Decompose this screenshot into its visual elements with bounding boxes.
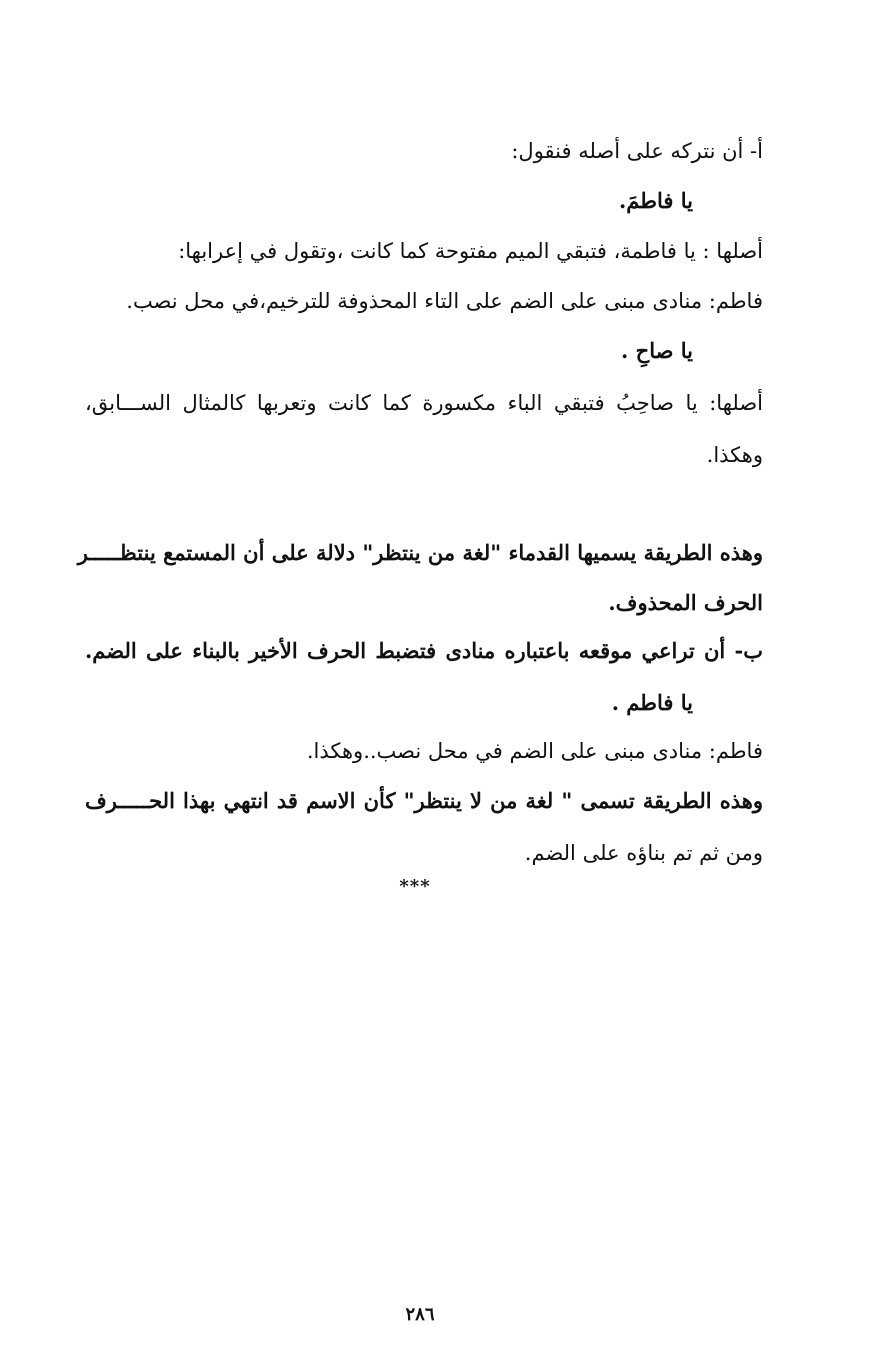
paragraph-a-intro: أ- أن نتركه على أصله فنقول: bbox=[511, 139, 763, 163]
wahakatha-line: وهكذا. bbox=[706, 443, 763, 467]
example-ya-fatim: يا فاطم . bbox=[611, 690, 693, 715]
origin-fatima-line: أصلها : يا فاطمة، فتبقي الميم مفتوحة كما كانت ،وتقول في إعرابها: bbox=[178, 239, 763, 263]
section-separator: *** bbox=[399, 876, 431, 897]
method-one-description: وهذه الطريقة يسميها القدماء "لغة من ينتظر" دلالة على أن المستمع ينتظـــــر bbox=[77, 540, 763, 565]
method-two-description: وهذه الطريقة تسمى " لغة من لا ينتظر" كأن الاسم قد انتهي بهذا الحـــــرف bbox=[85, 788, 763, 813]
example-ya-sahi: يا صاحِ . bbox=[621, 338, 693, 363]
example-ya-fatima: يا فاطمَ. bbox=[619, 188, 693, 213]
parsing-fatima-line: فاطم: منادى مبنى على الضم على التاء المحذوفة للترخيم،في محل نصب. bbox=[126, 289, 763, 313]
method-two-description-cont: ومن ثم تم بناؤه على الضم. bbox=[524, 841, 763, 865]
paragraph-b-intro: ب- أن تراعي موقعه باعتباره منادى فتضبط الحرف الأخير بالبناء على الضم. bbox=[85, 638, 763, 663]
page-number: ٢٨٦ bbox=[405, 1304, 435, 1325]
parsing-fatim-line: فاطم: منادى مبنى على الضم في محل نصب..وهكذا. bbox=[306, 739, 763, 763]
origin-sahib-line: أصلها: يا صاحِبُ فتبقي الباء مكسورة كما كانت وتعربها كالمثال الســـابق، bbox=[85, 391, 763, 415]
method-one-description-cont: الحرف المحذوف. bbox=[608, 590, 763, 615]
